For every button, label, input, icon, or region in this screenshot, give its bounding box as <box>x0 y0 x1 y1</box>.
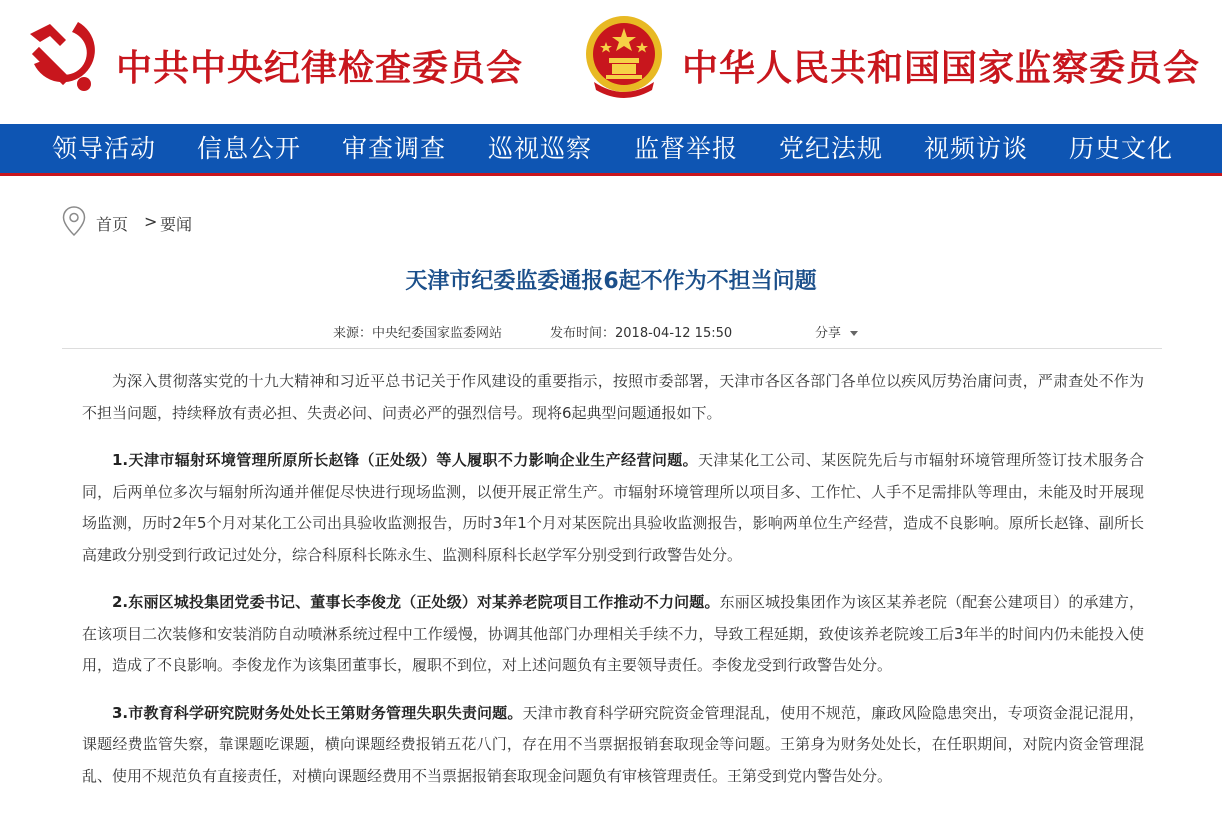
article-item <box>82 445 1144 571</box>
site-header <box>0 0 1222 124</box>
article-body <box>82 366 1144 808</box>
breadcrumb-current[interactable]: 要闻 <box>160 215 193 234</box>
nav-item-review-investigation[interactable]: 审查调查 <box>342 134 447 163</box>
article-intro: 为深入贯彻落实党的十九大精神和习近平总书记关于作风建设的重要指示，按照市委部署，天津市各区各部门各单位以疾风厉势治庸问责，严肃查处不作为不担当问题，持续释放有责必担、失责必问、问责必严的强烈信号。现将6起典型问题通报如下。 <box>82 372 1144 422</box>
share-label: 分享 <box>815 326 842 341</box>
article-item <box>82 698 1144 793</box>
item-body: 天津某化工公司、某医院先后与市辐射环境管理所签订技术服务合同，后两单位多次与辐射所沟通并催促尽快进行现场监测，以便开展正常生产。市辐射环境管理所以项目多、工作忙、人手不足需排队等理由，未能及时开展现场监测，历时2年5个月对某化工公司出具验收监测报告，历时3年1个月对某医院出具验收监测报告，影响两单位生产经营，造成不良影响。原所长赵锋、副所长高建政分别受到行政记过处分，综合科原科长陈永生、监测科原科长赵学军分别受到行政警告处分。 <box>82 451 1144 564</box>
nav-item-party-regulations[interactable]: 党纪法规 <box>779 134 884 163</box>
item-heading: 1.天津市辐射环境管理所原所长赵锋（正处级）等人履职不力影响企业生产经营问题。 <box>112 451 699 469</box>
main-nav <box>0 124 1222 176</box>
share-button[interactable] <box>815 322 858 341</box>
item-heading: 3.市教育科学研究院财务处处长王第财务管理失职失责问题。 <box>112 703 523 722</box>
article-source: 来源：中央纪委国家监委网站 <box>333 326 503 341</box>
breadcrumb-separator: > <box>144 212 158 231</box>
item-heading: 2.东丽区城投集团党委书记、董事长李俊龙（正处级）对某养老院项目工作推动不力问题。 <box>112 593 720 611</box>
national-emblem-icon[interactable] <box>582 12 666 100</box>
breadcrumb-home[interactable]: 首页 <box>96 215 129 234</box>
party-emblem-icon[interactable] <box>20 14 102 96</box>
article-item <box>82 587 1144 682</box>
divider <box>62 348 1162 349</box>
nav-item-video-interviews[interactable]: 视频访谈 <box>924 134 1029 163</box>
nav-item-info-disclosure[interactable]: 信息公开 <box>197 134 302 163</box>
nav-item-supervision-report[interactable]: 监督举报 <box>634 134 739 163</box>
article-publish-time: 发布时间：2018-04-12 15:50 <box>550 326 733 341</box>
chevron-down-icon <box>850 331 858 336</box>
nav-item-history-culture[interactable]: 历史文化 <box>1069 134 1174 163</box>
item-body: 天津市教育科学研究院资金管理混乱，使用不规范，廉政风险隐患突出，专项资金混记混用，课题经费监管失察，靠课题吃课题，横向课题经费报销五花八门，存在用不当票据报销套取现金等问题。王第身为财务处处长，在任职期间，对院内资金管理混乱、使用不规范负有直接责任，对横向课题经费用不当票据报销套取现金问题负有审核管理责任。王第受到党内警告处分。 <box>82 703 1144 785</box>
article-page <box>0 176 1222 824</box>
article-title: 天津市纪委监委通报6起不作为不担当问题 <box>405 269 817 294</box>
supervision-commission-title[interactable]: 中华人民共和国国家监察委员会 <box>682 47 1201 89</box>
cpc-commission-title[interactable]: 中共中央纪律检查委员会 <box>116 47 524 89</box>
nav-item-inspection[interactable]: 巡视巡察 <box>488 134 593 163</box>
nav-item-leadership[interactable]: 领导活动 <box>52 134 157 163</box>
item-body: 东丽区城投集团作为该区某养老院（配套公建项目）的承建方，在该项目二次装修和安装消防自动喷淋系统过程中工作缓慢，协调其他部门办理相关手续不力，导致工程延期，致使该养老院竣工后3年半的时间内仍未能投入使用，造成了不良影响。李俊龙作为该集团董事长，履职不到位，对上述问题负有主要领导责任。李俊龙受到行政警告处分。 <box>82 593 1144 674</box>
location-pin-icon <box>62 206 86 236</box>
